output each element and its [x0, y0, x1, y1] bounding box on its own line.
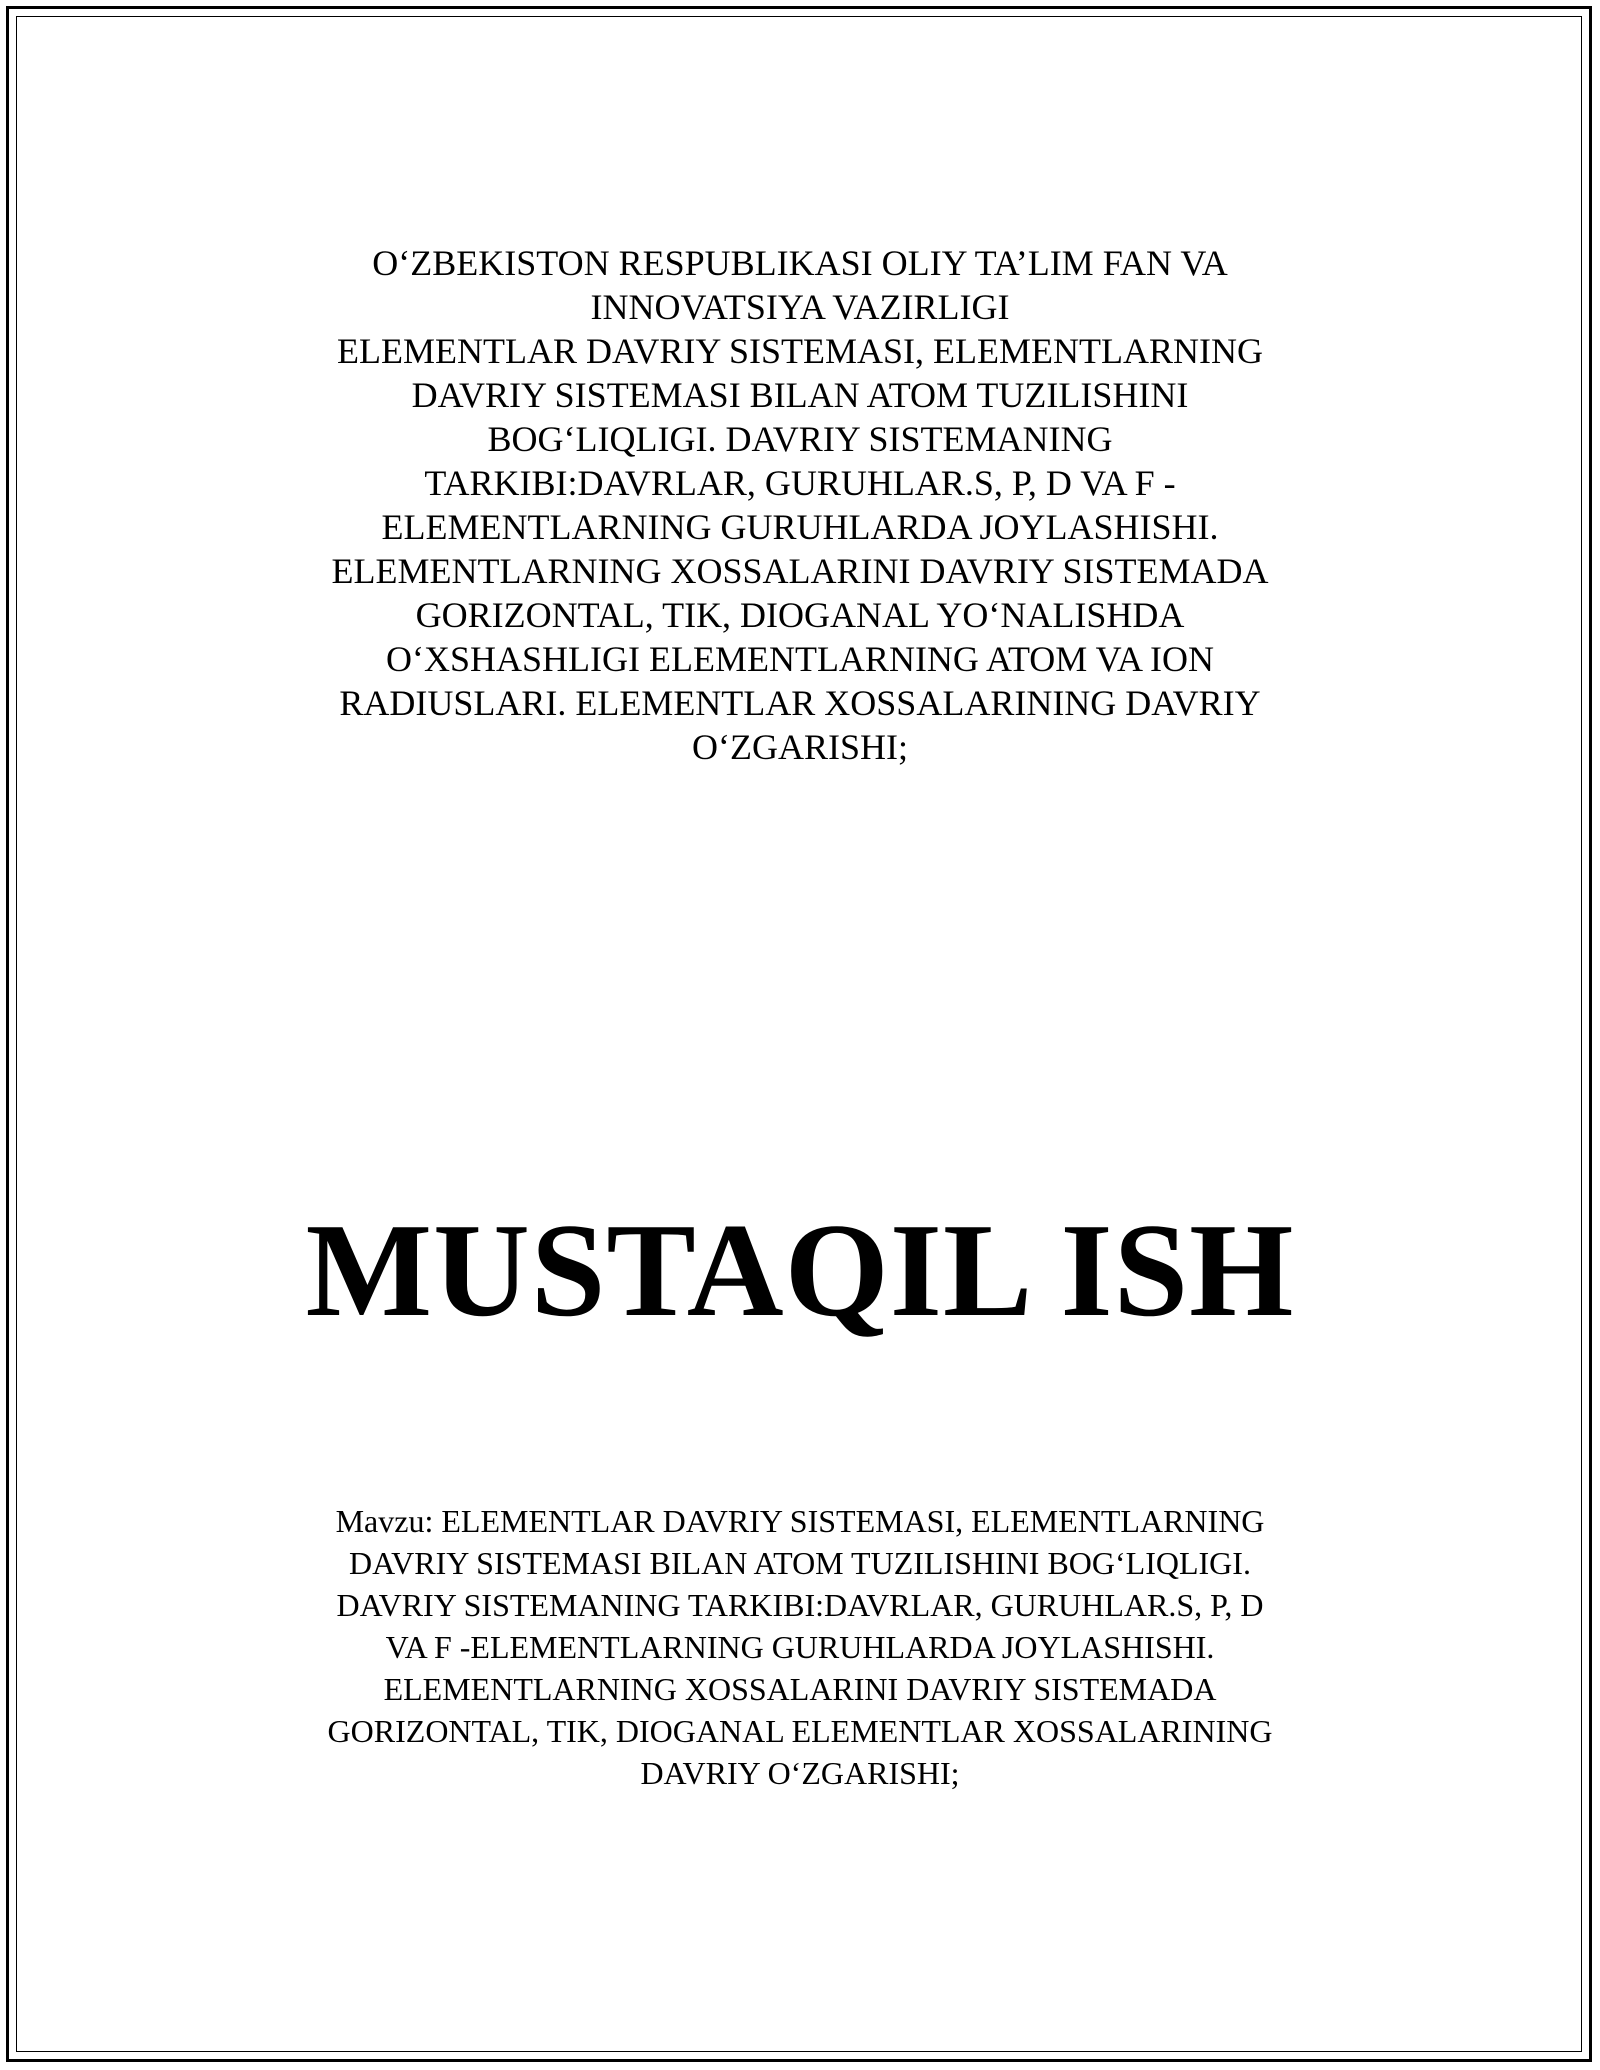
header-line: TARKIBI:DAVRLAR, GURUHLAR.S, P, D VA F -	[424, 463, 1176, 503]
header-line: INNOVATSIYA VAZIRLIGI	[590, 287, 1010, 327]
topic-line: DAVRIY SISTEMANING TARKIBI:DAVRLAR, GURUHLAR.S, P, D	[336, 1587, 1264, 1623]
header-line: GORIZONTAL, TIK, DIOGANAL YO‘NALISHDA	[415, 595, 1185, 635]
topic-line: DAVRIY O‘ZGARISHI;	[640, 1755, 960, 1791]
topic-block	[230, 1500, 1370, 1794]
document-title: MUSTAQIL ISH	[305, 1196, 1295, 1344]
topic-line: DAVRIY SISTEMASI BILAN ATOM TUZILISHINI BOG‘LIQLIGI.	[349, 1545, 1251, 1581]
header-line: ELEMENTLARNING XOSSALARINI DAVRIY SISTEMADA	[331, 551, 1269, 591]
topic-line: Mavzu: ELEMENTLAR DAVRIY SISTEMASI, ELEMENTLARNING	[335, 1503, 1265, 1539]
header-line: O‘ZBEKISTON RESPUBLIKASI OLIY TA’LIM FAN VA	[372, 243, 1228, 283]
header-line: DAVRIY SISTEMASI BILAN ATOM TUZILISHINI	[411, 375, 1189, 415]
header-line: BOG‘LIQLIGI. DAVRIY SISTEMANING	[487, 419, 1113, 459]
header-line: ELEMENTLAR DAVRIY SISTEMASI, ELEMENTLARNING	[337, 331, 1263, 371]
header-line: RADIUSLARI. ELEMENTLAR XOSSALARINING DAVRIY	[339, 683, 1261, 723]
header-line: ELEMENTLARNING GURUHLARDA JOYLASHISHI.	[381, 507, 1219, 547]
topic-line: GORIZONTAL, TIK, DIOGANAL ELEMENTLAR XOSSALARINING	[327, 1713, 1273, 1749]
header-line: O‘ZGARISHI;	[692, 727, 908, 767]
header-line: O‘XSHASHLIGI ELEMENTLARNING ATOM VA ION	[386, 639, 1214, 679]
ministry-header	[230, 241, 1370, 769]
topic-line: VA F -ELEMENTLARNING GURUHLARDA JOYLASHISHI.	[385, 1629, 1215, 1665]
topic-line: ELEMENTLARNING XOSSALARINI DAVRIY SISTEMADA	[383, 1671, 1217, 1707]
